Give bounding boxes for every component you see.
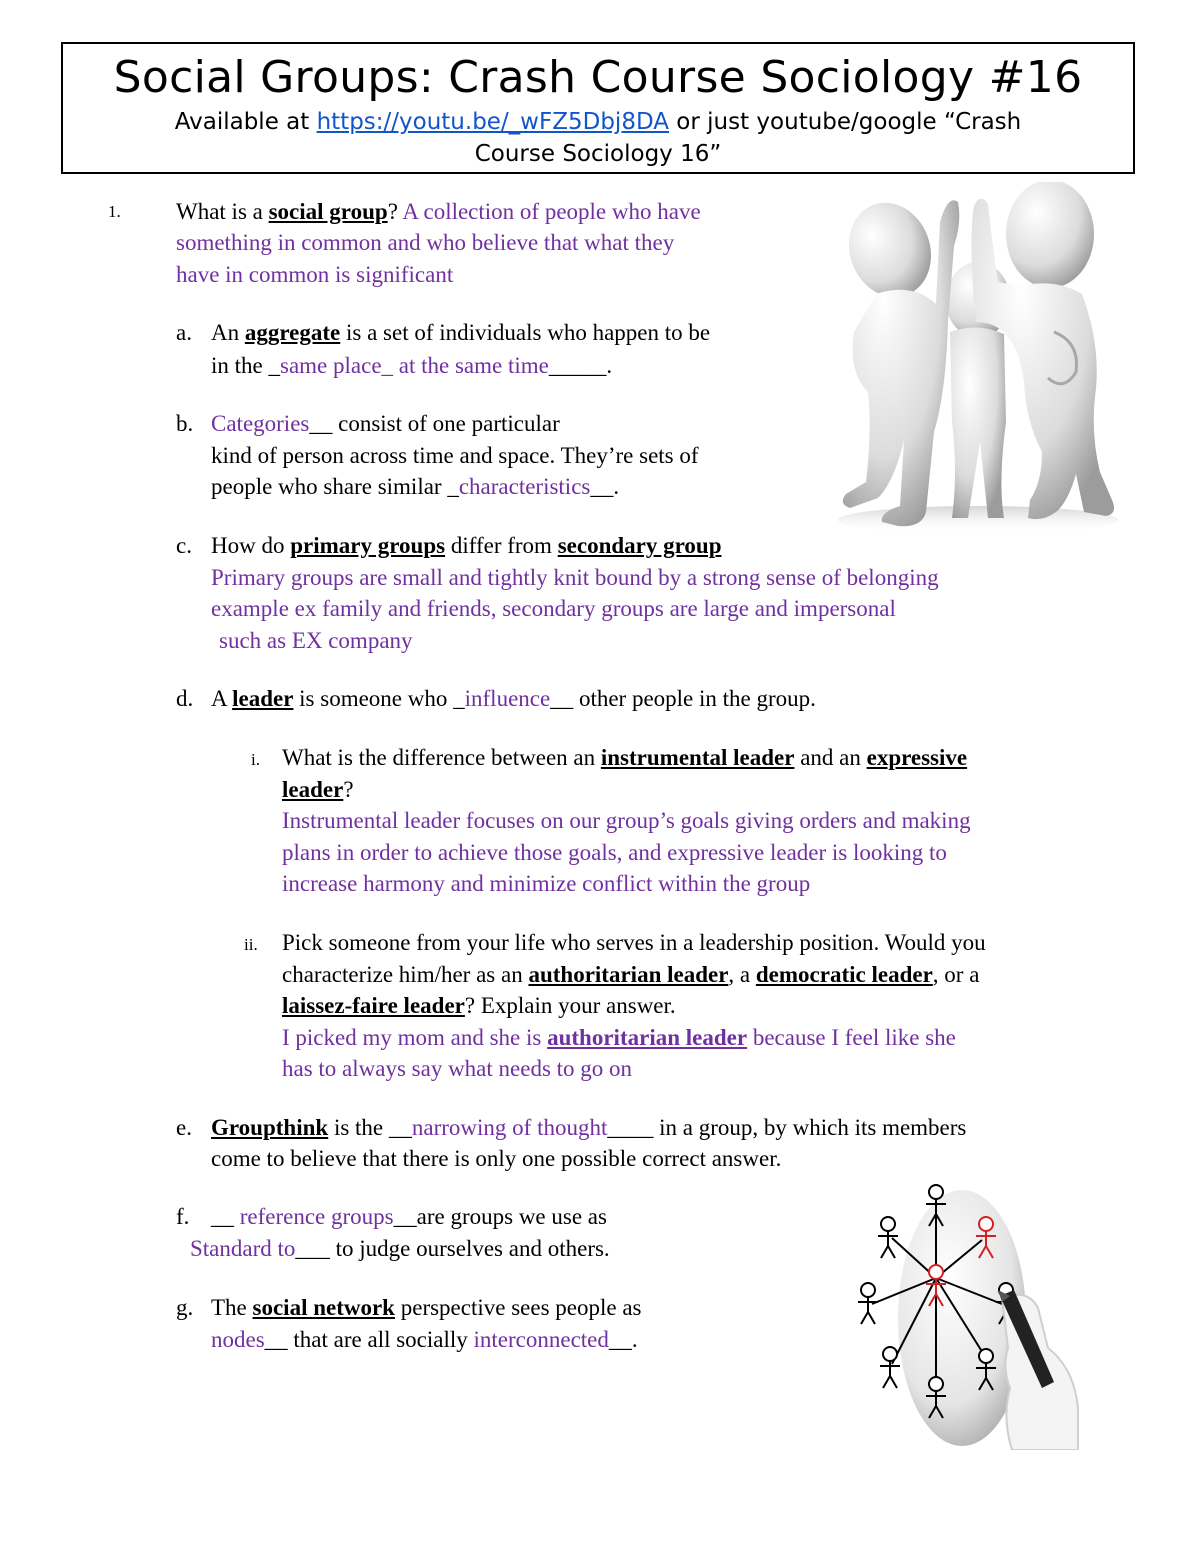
qd-answer: influence xyxy=(464,686,551,711)
qb-line1 xyxy=(211,409,560,439)
qdii-ans-post: because I feel like she xyxy=(747,1025,956,1050)
qe-mid: is the __ xyxy=(328,1115,412,1140)
qe-line2: come to believe that there is only one possible correct answer. xyxy=(211,1146,782,1171)
availability-line-2: Course Sociology 16” xyxy=(474,141,722,167)
qg-letter: g. xyxy=(176,1295,194,1320)
qe-term: Groupthink xyxy=(211,1115,329,1140)
qdii-ans-pre: I picked my mom and she is xyxy=(282,1025,548,1050)
three-figures-high-five-illustration xyxy=(828,182,1138,540)
qf-line2 xyxy=(190,1234,610,1264)
q1-post: ? xyxy=(387,199,403,224)
qg-answer-1: nodes xyxy=(211,1327,265,1352)
qe-post: ____ in a group, by which its members xyxy=(607,1115,967,1140)
qdi-term1: instrumental leader xyxy=(600,745,795,770)
qc-answer-1: Primary groups are small and tightly knit bound by a strong sense of belonging xyxy=(211,565,939,590)
qd-letter: d. xyxy=(176,686,194,711)
qb-answer-1: Categories xyxy=(211,411,310,436)
qdii-l2-mid: , a xyxy=(728,962,756,987)
page-title: Social Groups: Crash Course Sociology #16 xyxy=(113,52,1083,103)
qdi-line1 xyxy=(282,743,967,773)
qdi-term2b: leader xyxy=(282,777,344,802)
qa-post: is a set of individuals who happen to be xyxy=(340,320,711,345)
qa-term: aggregate xyxy=(244,320,341,345)
qdii-answer-1 xyxy=(282,1023,956,1053)
qb-l3-pre: people who share similar _ xyxy=(211,474,459,499)
qf-answer-1: reference groups xyxy=(239,1204,394,1229)
qa-pre: An xyxy=(211,320,245,345)
qdi-answer-3: increase harmony and minimize conflict within the group xyxy=(282,871,811,896)
qb-answer-2: characteristics xyxy=(458,474,591,499)
qdii-term1: authoritarian leader xyxy=(528,962,729,987)
qdi-line2 xyxy=(282,775,354,805)
qg-pre: The xyxy=(211,1295,253,1320)
qb-letter: b. xyxy=(176,411,194,436)
qdii-answer-2: has to always say what needs to go on xyxy=(282,1056,633,1081)
q1-number: 1. xyxy=(108,202,121,221)
qa-line1 xyxy=(211,318,710,348)
qc-answer-3: such as EX company xyxy=(219,628,413,653)
qe-letter: e. xyxy=(176,1115,192,1140)
qg-line1 xyxy=(211,1293,642,1323)
available-prefix: Available at xyxy=(174,109,317,135)
qdi-post: ? xyxy=(343,777,354,802)
qb-line2: kind of person across time and space. They’re sets of xyxy=(211,443,699,468)
qdii-l2-pre: characterize him/her as an xyxy=(282,962,529,987)
qf-letter: f. xyxy=(176,1204,190,1229)
qdii-line3 xyxy=(282,991,676,1021)
social-network-drawing-illustration xyxy=(852,1178,1080,1450)
qf-post2: ___ to judge ourselves and others. xyxy=(295,1236,610,1261)
qa-l2-pre: in the _ xyxy=(211,353,280,378)
video-link[interactable]: https://youtu.be/_wFZ5Dbj8DA xyxy=(316,109,669,135)
qd-pre: A xyxy=(211,686,233,711)
qg-line2 xyxy=(211,1325,638,1355)
qdii-number: ii. xyxy=(244,935,258,954)
qa-letter: a. xyxy=(176,320,192,345)
qdi-answer-2: plans in order to achieve those goals, and expressive leader is looking to xyxy=(282,840,947,865)
q1-term: social group xyxy=(268,199,388,224)
qg-post: perspective sees people as xyxy=(394,1295,642,1320)
qdii-l3-post: ? Explain your answer. xyxy=(464,993,676,1018)
qdii-line1: Pick someone from your life who serves in a leadership position. Would you xyxy=(282,930,986,955)
qdi-number: i. xyxy=(251,750,260,769)
qd-line1 xyxy=(211,684,816,714)
qb-l3-post: __. xyxy=(590,474,620,499)
qc-letter: c. xyxy=(176,533,192,558)
qdi-pre: What is the difference between an xyxy=(282,745,601,770)
qf-answer-2: Standard to xyxy=(190,1236,296,1261)
q1-answer-1: A collection of people who have xyxy=(402,199,701,224)
qdi-answer-1: Instrumental leader focuses on our group’s goals giving orders and making xyxy=(282,808,971,833)
qdii-l2-post: , or a xyxy=(932,962,980,987)
qd-term: leader xyxy=(232,686,294,711)
qdii-term2: democratic leader xyxy=(755,962,933,987)
q1-pre: What is a xyxy=(176,199,269,224)
availability-line xyxy=(73,106,1123,138)
qd-mid: is someone who _ xyxy=(293,686,465,711)
qc-mid: differ from xyxy=(445,533,558,558)
qf-post1: __are groups we use as xyxy=(393,1204,607,1229)
qe-line1 xyxy=(211,1113,966,1143)
qdii-term3: laissez-faire leader xyxy=(282,993,465,1018)
available-suffix: or just youtube/google “Crash xyxy=(669,109,1022,135)
q1-answer-3: have in common is significant xyxy=(176,262,454,287)
qc-term1: primary groups xyxy=(290,533,446,558)
qc-answer-2: example ex family and friends, secondary groups are large and impersonal xyxy=(211,596,896,621)
qdii-line2 xyxy=(282,960,979,990)
qa-answer: same place_ at the same time xyxy=(280,353,549,378)
qf-line1 xyxy=(211,1202,607,1232)
qe-answer: narrowing of thought xyxy=(411,1115,608,1140)
q1-answer-2: something in common and who believe that what they xyxy=(176,230,675,255)
qg-end: __. xyxy=(608,1327,638,1352)
qa-line2 xyxy=(211,351,612,381)
qc-pre: How do xyxy=(211,533,291,558)
qd-post: __ other people in the group. xyxy=(550,686,816,711)
qdii-ans-term: authoritarian leader xyxy=(547,1025,748,1050)
qdi-term2: expressive xyxy=(866,745,968,770)
qg-term: social network xyxy=(252,1295,395,1320)
qc-term2: secondary group xyxy=(557,533,722,558)
qa-l2-post: _____. xyxy=(548,353,613,378)
qb-line3 xyxy=(211,472,619,502)
qf-pre: __ xyxy=(211,1204,240,1229)
qb-post1: __ consist of one particular xyxy=(309,411,560,436)
qg-mid: __ that are all socially xyxy=(264,1327,474,1352)
qg-answer-2: interconnected xyxy=(473,1327,609,1352)
q1-line1 xyxy=(176,197,701,227)
qc-line1 xyxy=(211,531,722,561)
qdi-mid: and an xyxy=(794,745,867,770)
title-box xyxy=(61,42,1135,174)
